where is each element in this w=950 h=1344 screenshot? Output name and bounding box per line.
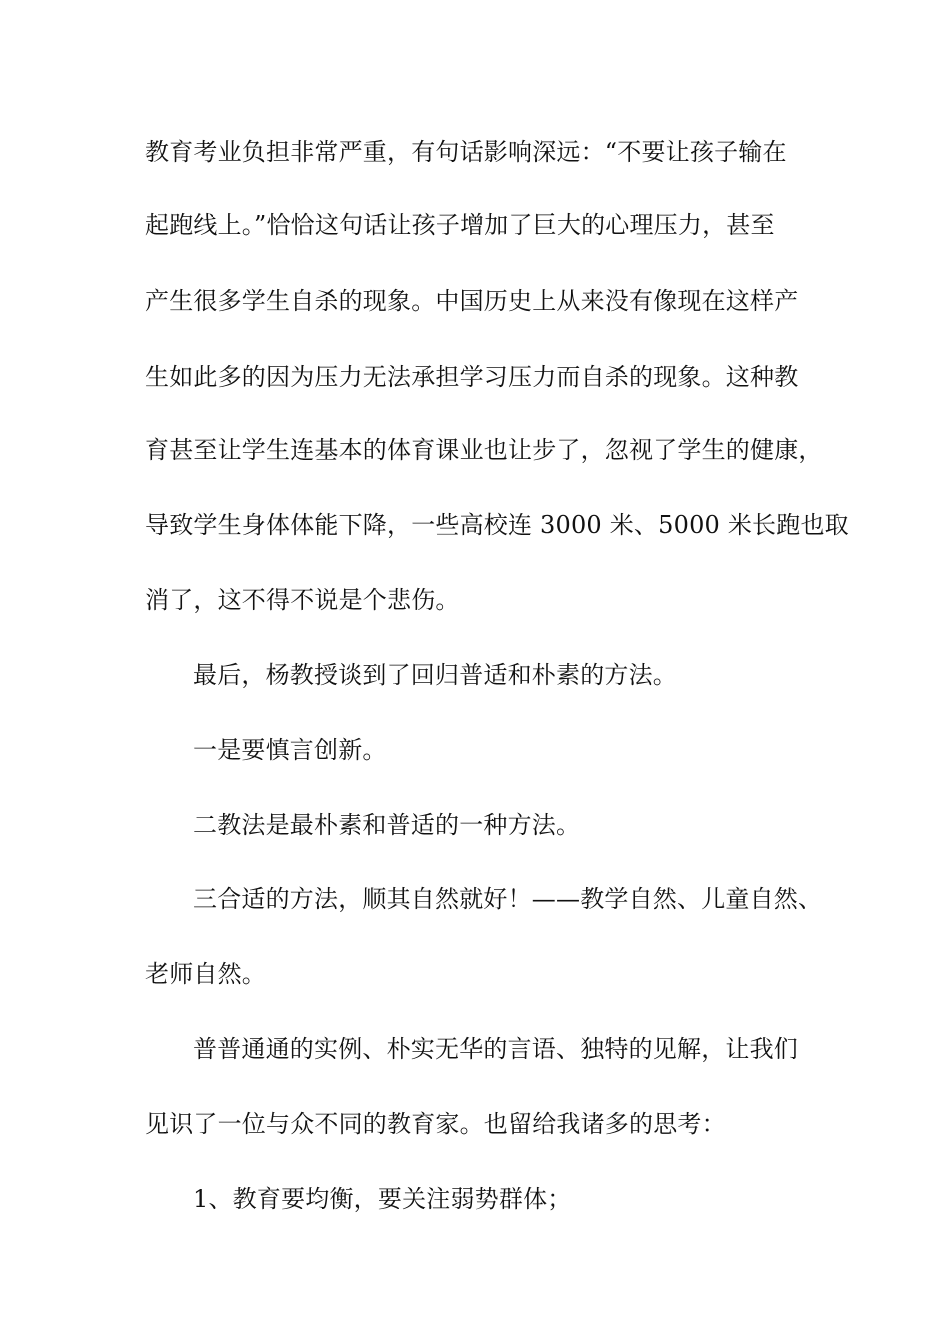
paragraph-line: 见识了一位与众不同的教育家。也留给我诸多的思考： (145, 1110, 726, 1138)
paragraph-line: 老师自然。 (145, 960, 266, 988)
paragraph-line: 生如此多的因为压力无法承担学习压力而自杀的现象。这种教 (145, 363, 799, 391)
paragraph-line: 产生很多学生自杀的现象。中国历史上从来没有像现在这样产 (145, 287, 799, 315)
paragraph-line: 教育考业负担非常严重，有句话影响深远：“不要让孩子输在 (145, 138, 787, 166)
paragraph-line: 起跑线上。”恰恰这句话让孩子增加了巨大的心理压力，甚至 (145, 211, 775, 239)
paragraph-line: 育甚至让学生连基本的体育课业也让步了，忽视了学生的健康， (145, 436, 823, 464)
paragraph-line: 普普通通的实例、朴实无华的言语、独特的见解，让我们 (193, 1035, 798, 1063)
paragraph-line: 一是要慎言创新。 (193, 736, 387, 764)
paragraph-line: 导致学生身体体能下降，一些高校连 3000 米、5000 米长跑也取 (145, 511, 849, 539)
paragraph-line: 三合适的方法，顺其自然就好！——教学自然、儿童自然、 (193, 885, 823, 913)
paragraph-line: 1、教育要均衡，要关注弱势群体； (193, 1185, 572, 1213)
paragraph-line: 最后，杨教授谈到了回归普适和朴素的方法。 (193, 661, 677, 689)
paragraph-line: 消了，这不得不说是个悲伤。 (145, 586, 460, 614)
paragraph-line: 二教法是最朴素和普适的一种方法。 (193, 811, 581, 839)
